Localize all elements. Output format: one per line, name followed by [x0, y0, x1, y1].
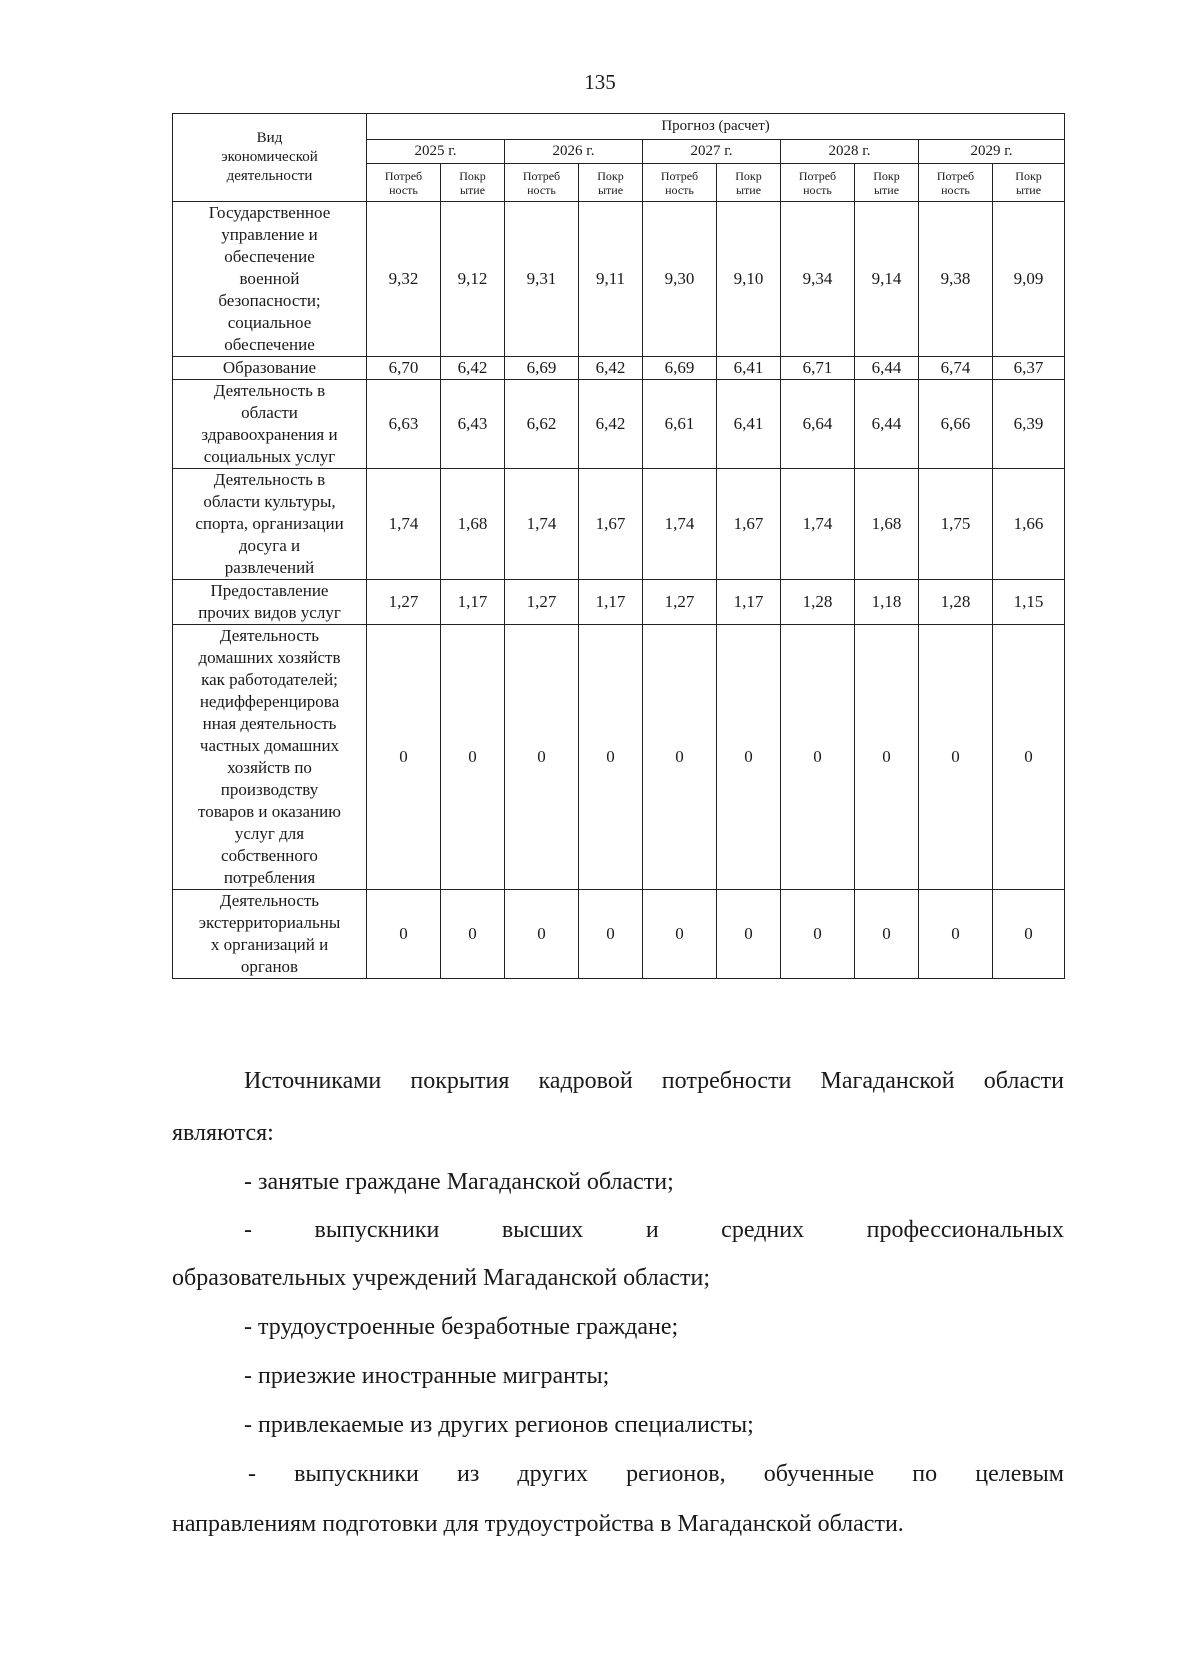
- cover-value-cell: 6,39: [993, 380, 1065, 469]
- need-value-cell: 0: [781, 625, 855, 890]
- need-value-cell: 6,61: [643, 380, 717, 469]
- activity-line: Образование: [222, 358, 317, 377]
- cover-value-cell: 0: [993, 625, 1065, 890]
- need-subheader-part: Потреб: [660, 168, 699, 183]
- cover-value-cell: 1,67: [579, 469, 643, 580]
- activity-cell: [173, 202, 367, 357]
- need-value-cell: 1,27: [505, 580, 579, 625]
- need-value-cell: 1,74: [643, 469, 717, 580]
- forecast-table: [172, 113, 1065, 979]
- cover-value-cell: 6,41: [717, 380, 781, 469]
- cover-value-cell: 1,66: [993, 469, 1065, 580]
- activity-cell: [173, 380, 367, 469]
- activity-line: Предоставление: [210, 581, 329, 600]
- table-row: [173, 380, 1065, 469]
- cover-subheader-part: ытие: [735, 182, 762, 197]
- cover-value-cell: 6,42: [441, 357, 505, 380]
- table-row: [173, 580, 1065, 625]
- cover-value-cell: 6,37: [993, 357, 1065, 380]
- cover-subheader-part: Покр: [597, 168, 624, 183]
- need-value-cell: 0: [505, 625, 579, 890]
- need-subheader: [781, 164, 855, 202]
- activity-line: х организаций и: [210, 935, 329, 954]
- list-item: - привлекаемые из других регионов специалисты;: [244, 1412, 754, 1438]
- cover-value-cell: 0: [441, 890, 505, 979]
- activity-line: собственного: [221, 846, 318, 865]
- cover-subheader-part: Покр: [1015, 168, 1042, 183]
- need-value-cell: 1,27: [367, 580, 441, 625]
- cover-value-cell: 6,44: [855, 380, 919, 469]
- activity-column-header: [173, 114, 367, 202]
- cover-value-cell: 9,09: [993, 202, 1065, 357]
- cover-value-cell: 6,43: [441, 380, 505, 469]
- cover-value-cell: 0: [993, 890, 1065, 979]
- cover-value-cell: 6,44: [855, 357, 919, 380]
- intro-paragraph: [172, 1065, 1064, 1097]
- need-value-cell: 6,62: [505, 380, 579, 469]
- cover-subheader: [441, 164, 505, 202]
- cover-value-cell: 9,12: [441, 202, 505, 357]
- forecast-header: Прогноз (расчет): [367, 114, 1065, 140]
- table-row: [173, 202, 1065, 357]
- activity-line: спорта, организации: [195, 514, 344, 533]
- activity-line: потребления: [223, 868, 316, 887]
- list-item: - трудоустроенные безработные граждане;: [244, 1314, 679, 1340]
- activity-line: Деятельность: [219, 626, 320, 645]
- need-subheader: [919, 164, 993, 202]
- need-subheader-part: ность: [527, 182, 556, 197]
- cover-value-cell: 0: [441, 625, 505, 890]
- need-value-cell: 0: [919, 625, 993, 890]
- list-item-continuation: образовательных учреждений Магаданской области;: [172, 1265, 711, 1291]
- activity-cell: [173, 890, 367, 979]
- need-subheader-part: ность: [803, 182, 832, 197]
- list-item: - выпускники из других регионов, обученные по целевым: [248, 1461, 1064, 1487]
- table-row: [173, 357, 1065, 380]
- need-value-cell: 0: [505, 890, 579, 979]
- list-item: - приезжие иностранные мигранты;: [244, 1363, 610, 1389]
- activity-line: Государственное: [208, 203, 331, 222]
- activity-line: управление и: [221, 225, 318, 244]
- cover-value-cell: 0: [855, 890, 919, 979]
- year-header: 2029 г.: [919, 140, 1065, 164]
- cover-value-cell: 1,67: [717, 469, 781, 580]
- year-header: 2027 г.: [643, 140, 781, 164]
- list-item: - выпускники высших и средних профессиональных: [244, 1217, 1064, 1243]
- need-value-cell: 1,74: [367, 469, 441, 580]
- need-value-cell: 9,34: [781, 202, 855, 357]
- cover-value-cell: 9,14: [855, 202, 919, 357]
- page-number: 135: [584, 70, 616, 94]
- cover-subheader-part: ытие: [459, 182, 486, 197]
- need-value-cell: 0: [367, 625, 441, 890]
- activity-line: досуга и: [238, 536, 301, 555]
- need-subheader: [643, 164, 717, 202]
- cover-value-cell: 0: [855, 625, 919, 890]
- intro-line: являются:: [172, 1120, 274, 1146]
- cover-value-cell: 1,68: [441, 469, 505, 580]
- need-subheader-part: Потреб: [522, 168, 561, 183]
- need-value-cell: 6,64: [781, 380, 855, 469]
- cover-subheader: [717, 164, 781, 202]
- activity-line: услуг для: [234, 824, 305, 843]
- cover-value-cell: 1,17: [579, 580, 643, 625]
- need-value-cell: 9,31: [505, 202, 579, 357]
- year-header: 2025 г.: [367, 140, 505, 164]
- table-row: [173, 625, 1065, 890]
- cover-subheader-part: ытие: [873, 182, 900, 197]
- activity-line: безопасности;: [218, 291, 321, 310]
- activity-line: домашних хозяйств: [198, 648, 341, 667]
- cover-value-cell: 6,42: [579, 357, 643, 380]
- activity-line: социальных услуг: [203, 447, 336, 466]
- cover-subheader: [855, 164, 919, 202]
- cover-subheader-part: Покр: [735, 168, 762, 183]
- table-body: [173, 202, 1065, 979]
- need-value-cell: 6,74: [919, 357, 993, 380]
- activity-line: нная деятельность: [202, 714, 337, 733]
- need-value-cell: 1,28: [781, 580, 855, 625]
- need-value-cell: 6,70: [367, 357, 441, 380]
- table-row: [173, 890, 1065, 979]
- cover-value-cell: 0: [717, 890, 781, 979]
- year-header: 2028 г.: [781, 140, 919, 164]
- cover-value-cell: 1,68: [855, 469, 919, 580]
- need-value-cell: 6,69: [643, 357, 717, 380]
- need-value-cell: 0: [643, 890, 717, 979]
- list-item-continuation: направлениям подготовки для трудоустройства в Магаданской области.: [172, 1511, 904, 1537]
- cover-value-cell: 1,17: [441, 580, 505, 625]
- cover-subheader-part: Покр: [459, 168, 486, 183]
- activity-line: Деятельность: [219, 891, 320, 910]
- need-value-cell: 6,66: [919, 380, 993, 469]
- need-subheader-part: Потреб: [384, 168, 423, 183]
- activity-cell: [173, 357, 367, 380]
- cover-value-cell: 1,15: [993, 580, 1065, 625]
- activity-line: хозяйств по: [227, 758, 312, 777]
- need-subheader: [367, 164, 441, 202]
- activity-cell: [173, 580, 367, 625]
- activity-line: частных домашних: [199, 736, 340, 755]
- need-value-cell: 6,63: [367, 380, 441, 469]
- need-value-cell: 1,74: [781, 469, 855, 580]
- need-value-cell: 1,74: [505, 469, 579, 580]
- need-value-cell: 0: [781, 890, 855, 979]
- need-value-cell: 1,27: [643, 580, 717, 625]
- intro-line: Источниками покрытия кадровой потребности Магаданской области: [244, 1068, 1064, 1094]
- need-subheader-part: ность: [389, 182, 418, 197]
- activity-line: обеспечение: [224, 247, 315, 266]
- list-item: - занятые граждане Магаданской области;: [244, 1169, 674, 1195]
- need-value-cell: 9,32: [367, 202, 441, 357]
- activity-line: развлечений: [224, 558, 315, 577]
- need-subheader-part: Потреб: [798, 168, 837, 183]
- activity-line: Деятельность в: [213, 381, 326, 400]
- need-subheader-part: Потреб: [936, 168, 975, 183]
- activity-line: как работодателей;: [201, 670, 338, 689]
- need-value-cell: 1,28: [919, 580, 993, 625]
- cover-value-cell: 9,11: [579, 202, 643, 357]
- need-subheader-part: ность: [941, 182, 970, 197]
- cover-value-cell: 0: [579, 890, 643, 979]
- activity-cell: [173, 625, 367, 890]
- need-subheader: [505, 164, 579, 202]
- cover-value-cell: 0: [717, 625, 781, 890]
- activity-cell: [173, 469, 367, 580]
- activity-header-line: деятельности: [226, 168, 313, 184]
- cover-value-cell: 9,10: [717, 202, 781, 357]
- activity-line: экстерриториальны: [198, 913, 341, 932]
- cover-subheader-part: ытие: [1016, 182, 1042, 197]
- year-header: 2026 г.: [505, 140, 643, 164]
- cover-value-cell: 6,41: [717, 357, 781, 380]
- activity-line: товаров и оказанию: [198, 802, 341, 821]
- activity-line: обеспечение: [224, 335, 315, 354]
- need-value-cell: 6,71: [781, 357, 855, 380]
- need-value-cell: 9,30: [643, 202, 717, 357]
- need-value-cell: 6,69: [505, 357, 579, 380]
- cover-subheader-part: Покр: [873, 168, 900, 183]
- activity-line: области: [241, 403, 298, 422]
- activity-line: здравоохранения и: [201, 425, 338, 444]
- activity-line: недифференцирова: [199, 692, 340, 711]
- cover-subheader-part: ытие: [597, 182, 624, 197]
- need-value-cell: 0: [919, 890, 993, 979]
- activity-line: военной: [239, 269, 300, 288]
- activity-line: социальное: [227, 313, 312, 332]
- activity-line: производству: [220, 780, 319, 799]
- activity-header-line: Вид: [256, 130, 283, 146]
- cover-value-cell: 6,42: [579, 380, 643, 469]
- cover-subheader: [993, 164, 1065, 202]
- need-value-cell: 1,75: [919, 469, 993, 580]
- need-value-cell: 0: [643, 625, 717, 890]
- cover-value-cell: 0: [579, 625, 643, 890]
- cover-subheader: [579, 164, 643, 202]
- activity-line: Деятельность в: [213, 470, 326, 489]
- need-value-cell: 0: [367, 890, 441, 979]
- activity-line: прочих видов услуг: [198, 603, 341, 622]
- activity-line: области культуры,: [203, 492, 336, 511]
- need-value-cell: 9,38: [919, 202, 993, 357]
- table-row: [173, 469, 1065, 580]
- cover-value-cell: 1,18: [855, 580, 919, 625]
- cover-value-cell: 1,17: [717, 580, 781, 625]
- activity-line: органов: [240, 957, 299, 976]
- activity-header-line: экономической: [221, 149, 318, 165]
- need-subheader-part: ность: [665, 182, 694, 197]
